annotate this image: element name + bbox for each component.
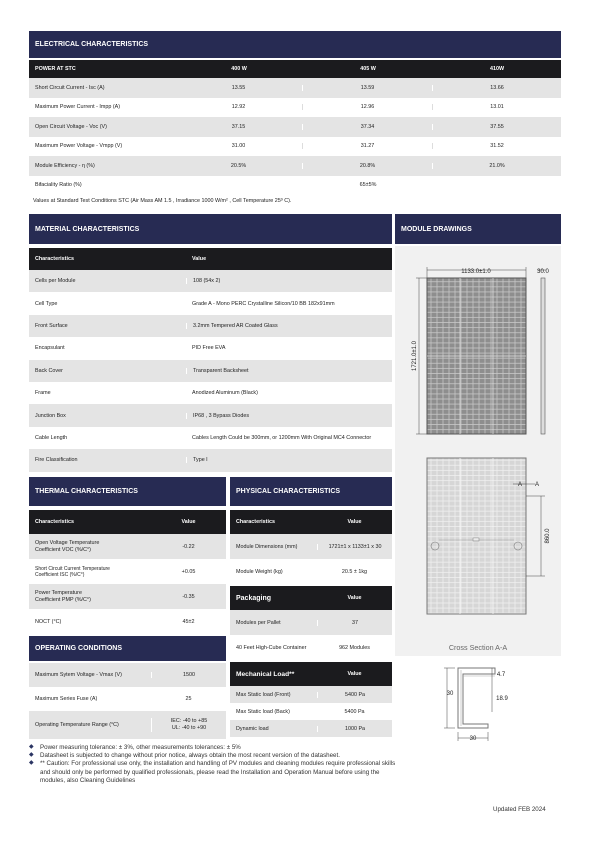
cell-400: 20.5%: [175, 163, 303, 169]
material-header-char: Characteristics: [35, 256, 74, 262]
width-dim-label: 1133.0±1.0: [461, 269, 491, 275]
row-value: 3.2mm Tempered AR Coated Glass: [186, 323, 392, 329]
row-label: Short Circuit Current - Isc (A): [35, 84, 105, 91]
junction-box: [473, 538, 479, 541]
row-value: 962 Modules: [339, 644, 370, 651]
row-label: Cell Type: [35, 300, 58, 307]
row-label: Module Efficiency - η (%): [35, 162, 95, 169]
section-marker-left: A: [517, 482, 523, 488]
table-row: [230, 635, 392, 660]
thermal-header-char: Characteristics: [35, 519, 74, 525]
cell-405: 37.34: [303, 124, 433, 130]
table-row: [230, 559, 392, 584]
cell-410: 31.52: [490, 143, 504, 150]
table-row: [29, 404, 392, 426]
row-label: Maximum Series Fuse (A): [35, 696, 98, 702]
mechanical-header-row: [230, 662, 392, 686]
packaging-header-row: [230, 586, 392, 610]
table-row: [29, 292, 392, 314]
material-header-row: [29, 248, 392, 270]
row-value: 1721±1 x 1133±1 x 30: [317, 544, 392, 550]
table-row: [29, 98, 561, 118]
row-label: Back Cover: [35, 367, 63, 374]
footnote-text: ** Caution: For professional use only, the installation and handling of PV modules and cleaning modules require professional skills and should only be performed by qualified professionals, please read the Installation and Operation Manual before using the modules, also Cleaning Guidelines: [40, 760, 396, 784]
physical-header-row: [230, 510, 392, 534]
row-value: PID Free EVA: [192, 345, 226, 352]
row-value: 5400 Pa: [344, 708, 365, 715]
cross-width-label: 30: [469, 736, 477, 742]
row-value: 5400 Pa: [317, 692, 392, 698]
thermal-table-body: [29, 534, 226, 634]
row-value: [151, 718, 226, 732]
table-row: [29, 427, 392, 449]
row-label: NOCT (°C): [35, 618, 62, 625]
row-label-line2: Coefficient VOC (%/C°): [35, 546, 91, 553]
cross-a-label: 4.7: [496, 672, 506, 678]
row-label: Max Static load (Front): [236, 691, 291, 698]
updated-date: Updated FEB 2024: [493, 806, 546, 813]
row-value: 45±2: [182, 618, 195, 625]
table-row: [29, 156, 561, 176]
electrical-header-power: POWER AT STC: [35, 66, 76, 72]
footnote-text: Datasheet is subjected to change without prior notice, always obtain the most recent version of the datasheet.: [40, 752, 340, 760]
material-header-value: Value: [192, 256, 207, 262]
row-label-line1: Short Circuit Current Temperature: [35, 565, 110, 572]
row-label: Open Circuit Voltage - Voc (V): [35, 123, 107, 130]
row-value: 20.5 ± 1kg: [341, 568, 368, 575]
physical-title: PHYSICAL CHARACTERISTICS: [230, 477, 392, 506]
row-label: Encapsulant: [35, 345, 65, 352]
row-label: Max Static load (Back): [236, 708, 290, 715]
row-label: Module Dimensions (mm): [236, 543, 298, 550]
cross-section-profile: [458, 668, 495, 728]
row-value: 37: [317, 620, 392, 626]
material-table-body: [29, 270, 392, 472]
footnote-text: Power measuring tolerance: ± 3%, other measurements tolerances: ± 5%: [40, 744, 241, 751]
cell-405: 31.27: [303, 143, 433, 149]
cell-410: 21.0%: [489, 162, 505, 169]
operating-table-body: [29, 663, 226, 739]
row-label-line1: Open Voltage Temperature: [35, 540, 100, 547]
row-value: Grade A - Mono PERC Crystalline Silicon/10 BB 182x91mm: [192, 300, 335, 307]
electrical-header-410: 410W: [489, 66, 505, 72]
row-value: -0.35: [182, 593, 195, 600]
electrical-header-400: 400 W: [231, 66, 247, 72]
table-row: [29, 449, 392, 471]
table-row: [29, 176, 561, 196]
table-row: [230, 703, 392, 720]
module-back-view: [427, 458, 526, 614]
row-label: Fire Classification: [35, 457, 78, 464]
bifaciality-label: Bifaciality Ratio (%): [35, 182, 82, 189]
operating-title: OPERATING CONDITIONS: [29, 636, 226, 661]
row-label: [29, 566, 151, 578]
material-title: MATERIAL CHARACTERISTICS: [29, 214, 392, 244]
table-row: [29, 360, 392, 382]
packaging-header-label: Packaging: [236, 594, 272, 602]
table-row: [29, 78, 561, 98]
table-row: [230, 686, 392, 703]
electrical-table-body: [29, 78, 561, 195]
row-label: Frame: [35, 390, 51, 397]
table-row: [29, 337, 392, 359]
physical-header-char: Characteristics: [236, 519, 275, 525]
row-label: Dynamic load: [236, 725, 269, 732]
table-row: [29, 609, 226, 634]
row-value: Type I: [186, 457, 392, 463]
bullet-diamond-icon: ◆: [29, 760, 34, 767]
table-row: [29, 559, 226, 584]
row-label: Cable Length: [35, 434, 68, 441]
row-value-line1: IEC: -40 to +85: [170, 717, 208, 724]
row-value: 25: [185, 696, 192, 702]
row-label: Maximum Power Voltage - Vmpp (V): [35, 143, 123, 150]
row-label: Junction Box: [35, 412, 66, 419]
row-value-line2: UL: -40 to +90: [171, 725, 207, 731]
row-value: Anodized Aluminum (Black): [192, 390, 258, 397]
bifaciality-value: 65±5%: [359, 182, 377, 189]
electrical-header-row: [29, 60, 561, 78]
table-row: [29, 663, 226, 687]
row-value: 1500: [151, 672, 226, 678]
table-row: [29, 315, 392, 337]
table-row: [29, 584, 226, 609]
depth-dim-label: 30.0: [537, 269, 549, 275]
footnote-item: [29, 752, 399, 760]
electrical-title: ELECTRICAL CHARACTERISTICS: [29, 31, 561, 58]
cell-400: 12.92: [175, 104, 303, 110]
cell-410: 13.66: [490, 84, 504, 91]
thermal-header-value: Value: [181, 519, 196, 525]
cell-410: 37.55: [490, 123, 504, 130]
table-row: [29, 117, 561, 137]
physical-table-body: [230, 534, 392, 584]
section-marker-right: A: [534, 482, 540, 488]
packaging-table-body: [230, 610, 392, 660]
cross-section-title: Cross Section A-A: [448, 643, 508, 652]
table-row: [29, 270, 392, 292]
bullet-diamond-icon: ◆: [29, 752, 34, 759]
cell-400: 31.00: [175, 143, 303, 149]
cell-400: 13.55: [175, 85, 303, 91]
row-label: Maximum Sytem Voltage - Vmax (V): [35, 672, 122, 678]
footnotes: [29, 744, 399, 785]
row-label-line1: Power Temperature: [35, 590, 82, 597]
thermal-header-row: [29, 510, 226, 534]
row-label: Operating Temperature Range (°C): [35, 722, 119, 728]
stc-note: Values at Standard Test Conditions STC (Air Mass AM 1.5 , Irradiance 1000 W/m² , Cell Temperature 25º C).: [33, 198, 292, 204]
row-value: 1000 Pa: [317, 726, 392, 732]
cell-405: 12.96: [303, 104, 433, 110]
table-row: [230, 720, 392, 737]
thermal-title: THERMAL CHARACTERISTICS: [29, 477, 226, 506]
row-value: IP68 , 3 Bypass Diodes: [186, 413, 392, 419]
row-label-line2: Coefficient ISC (%/C°): [35, 571, 85, 578]
table-row: [230, 610, 392, 635]
row-label: [29, 590, 151, 603]
bullet-diamond-icon: ◆: [29, 744, 34, 750]
row-label: Maximum Power Current - Impp (A): [35, 104, 121, 111]
row-label: [29, 540, 151, 553]
packaging-header-value: Value: [347, 595, 362, 601]
row-value: +0.05: [181, 568, 196, 575]
table-row: [29, 137, 561, 157]
back-dim-label: 860.0: [545, 528, 551, 544]
row-label: Front Surface: [35, 322, 68, 329]
cross-b-label: 18.9: [496, 696, 508, 702]
row-label: Cells per Module: [35, 278, 76, 285]
electrical-header-405: 405 W: [360, 66, 376, 72]
table-row: [29, 711, 226, 739]
row-value: Cables Length Could be 300mm, or 1200mm With Original MC4 Connector: [192, 434, 372, 441]
row-value: 108 (54x 2): [186, 278, 392, 284]
table-row: [230, 534, 392, 559]
height-dim-label: 1721.0±1.0: [412, 341, 418, 371]
drawings-title: MODULE DRAWINGS: [395, 214, 561, 244]
mechanical-table-body: [230, 686, 392, 737]
mechanical-header-label: Mechanical Load**: [236, 670, 295, 678]
row-label-line2: Coefficient PMP (%/C°): [35, 596, 91, 603]
module-side-view: [541, 278, 545, 434]
cell-405: 13.59: [303, 85, 433, 91]
mechanical-header-value: Value: [347, 671, 362, 677]
row-label: Module Weight (kg): [236, 568, 283, 575]
row-label: Modules per Pallet: [236, 619, 281, 626]
physical-header-value: Value: [347, 519, 362, 525]
module-drawings-svg: [395, 246, 561, 806]
cell-405: 20.8%: [303, 163, 433, 169]
footnote-item: [29, 760, 399, 785]
cell-400: 37.15: [175, 124, 303, 130]
table-row: [29, 534, 226, 559]
table-row: [29, 382, 392, 404]
cell-410: 13.01: [490, 104, 504, 111]
footnote-item: [29, 744, 399, 752]
row-label: 40 Feet High-Cube Container: [236, 644, 307, 651]
cross-height-label: 30: [446, 691, 454, 697]
table-row: [29, 687, 226, 711]
row-value: -0.22: [182, 543, 195, 550]
row-value: Transparent Backsheet: [186, 368, 392, 374]
